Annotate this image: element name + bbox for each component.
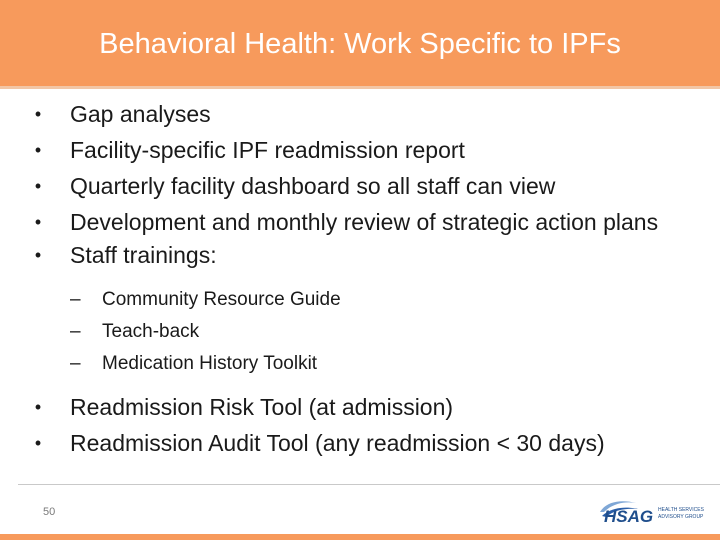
bullet-text: Gap analyses bbox=[70, 101, 211, 127]
bullet-icon: • bbox=[34, 433, 42, 453]
bullet-text: Development and monthly review of strategic action plans bbox=[70, 209, 659, 235]
title-divider bbox=[0, 86, 720, 89]
dash-icon: – bbox=[70, 289, 81, 310]
bullet-list bbox=[28, 100, 678, 465]
bullet-item bbox=[28, 208, 678, 237]
bullet-icon: • bbox=[34, 104, 42, 124]
footer-divider bbox=[18, 484, 720, 485]
bullet-text: Quarterly facility dashboard so all staff can view bbox=[70, 173, 556, 199]
bullet-text: Staff trainings: bbox=[70, 242, 217, 268]
bullet-item bbox=[28, 100, 678, 129]
sub-bullet-item bbox=[28, 287, 678, 313]
bullet-item bbox=[28, 393, 678, 422]
bullet-icon: • bbox=[34, 397, 42, 417]
logo-tagline-2: ADVISORY GROUP bbox=[658, 514, 704, 520]
hsag-logo bbox=[596, 490, 706, 530]
bullet-icon: • bbox=[34, 140, 42, 160]
bullet-item bbox=[28, 136, 678, 165]
bullet-icon: • bbox=[34, 245, 42, 265]
bullet-item bbox=[28, 429, 678, 458]
sub-bullet-text: Medication History Toolkit bbox=[102, 353, 318, 374]
slide-footer bbox=[0, 484, 720, 540]
sub-bullet-text: Community Resource Guide bbox=[102, 289, 341, 310]
page-number: 50 bbox=[43, 506, 56, 518]
bullet-text: Readmission Audit Tool (any readmission < 30 days) bbox=[70, 430, 605, 456]
title-bar bbox=[0, 0, 720, 86]
logo-tagline-1: HEALTH SERVICES bbox=[658, 507, 704, 513]
bullet-text: Facility-specific IPF readmission report bbox=[70, 137, 465, 163]
bullet-item bbox=[28, 172, 678, 201]
dash-icon: – bbox=[70, 353, 81, 374]
dash-icon: – bbox=[70, 321, 81, 342]
bottom-accent-strip bbox=[0, 534, 720, 540]
logo-wordmark: HSAG bbox=[604, 507, 654, 526]
bullet-icon: • bbox=[34, 212, 42, 232]
sub-bullet-item bbox=[28, 351, 678, 377]
slide-title: Behavioral Health: Work Specific to IPFs bbox=[99, 28, 621, 60]
sub-bullet-text: Teach-back bbox=[102, 321, 200, 342]
bullet-text: Readmission Risk Tool (at admission) bbox=[70, 394, 454, 420]
bullet-icon: • bbox=[34, 176, 42, 196]
bullet-item bbox=[28, 241, 678, 270]
sub-bullet-item bbox=[28, 319, 678, 345]
